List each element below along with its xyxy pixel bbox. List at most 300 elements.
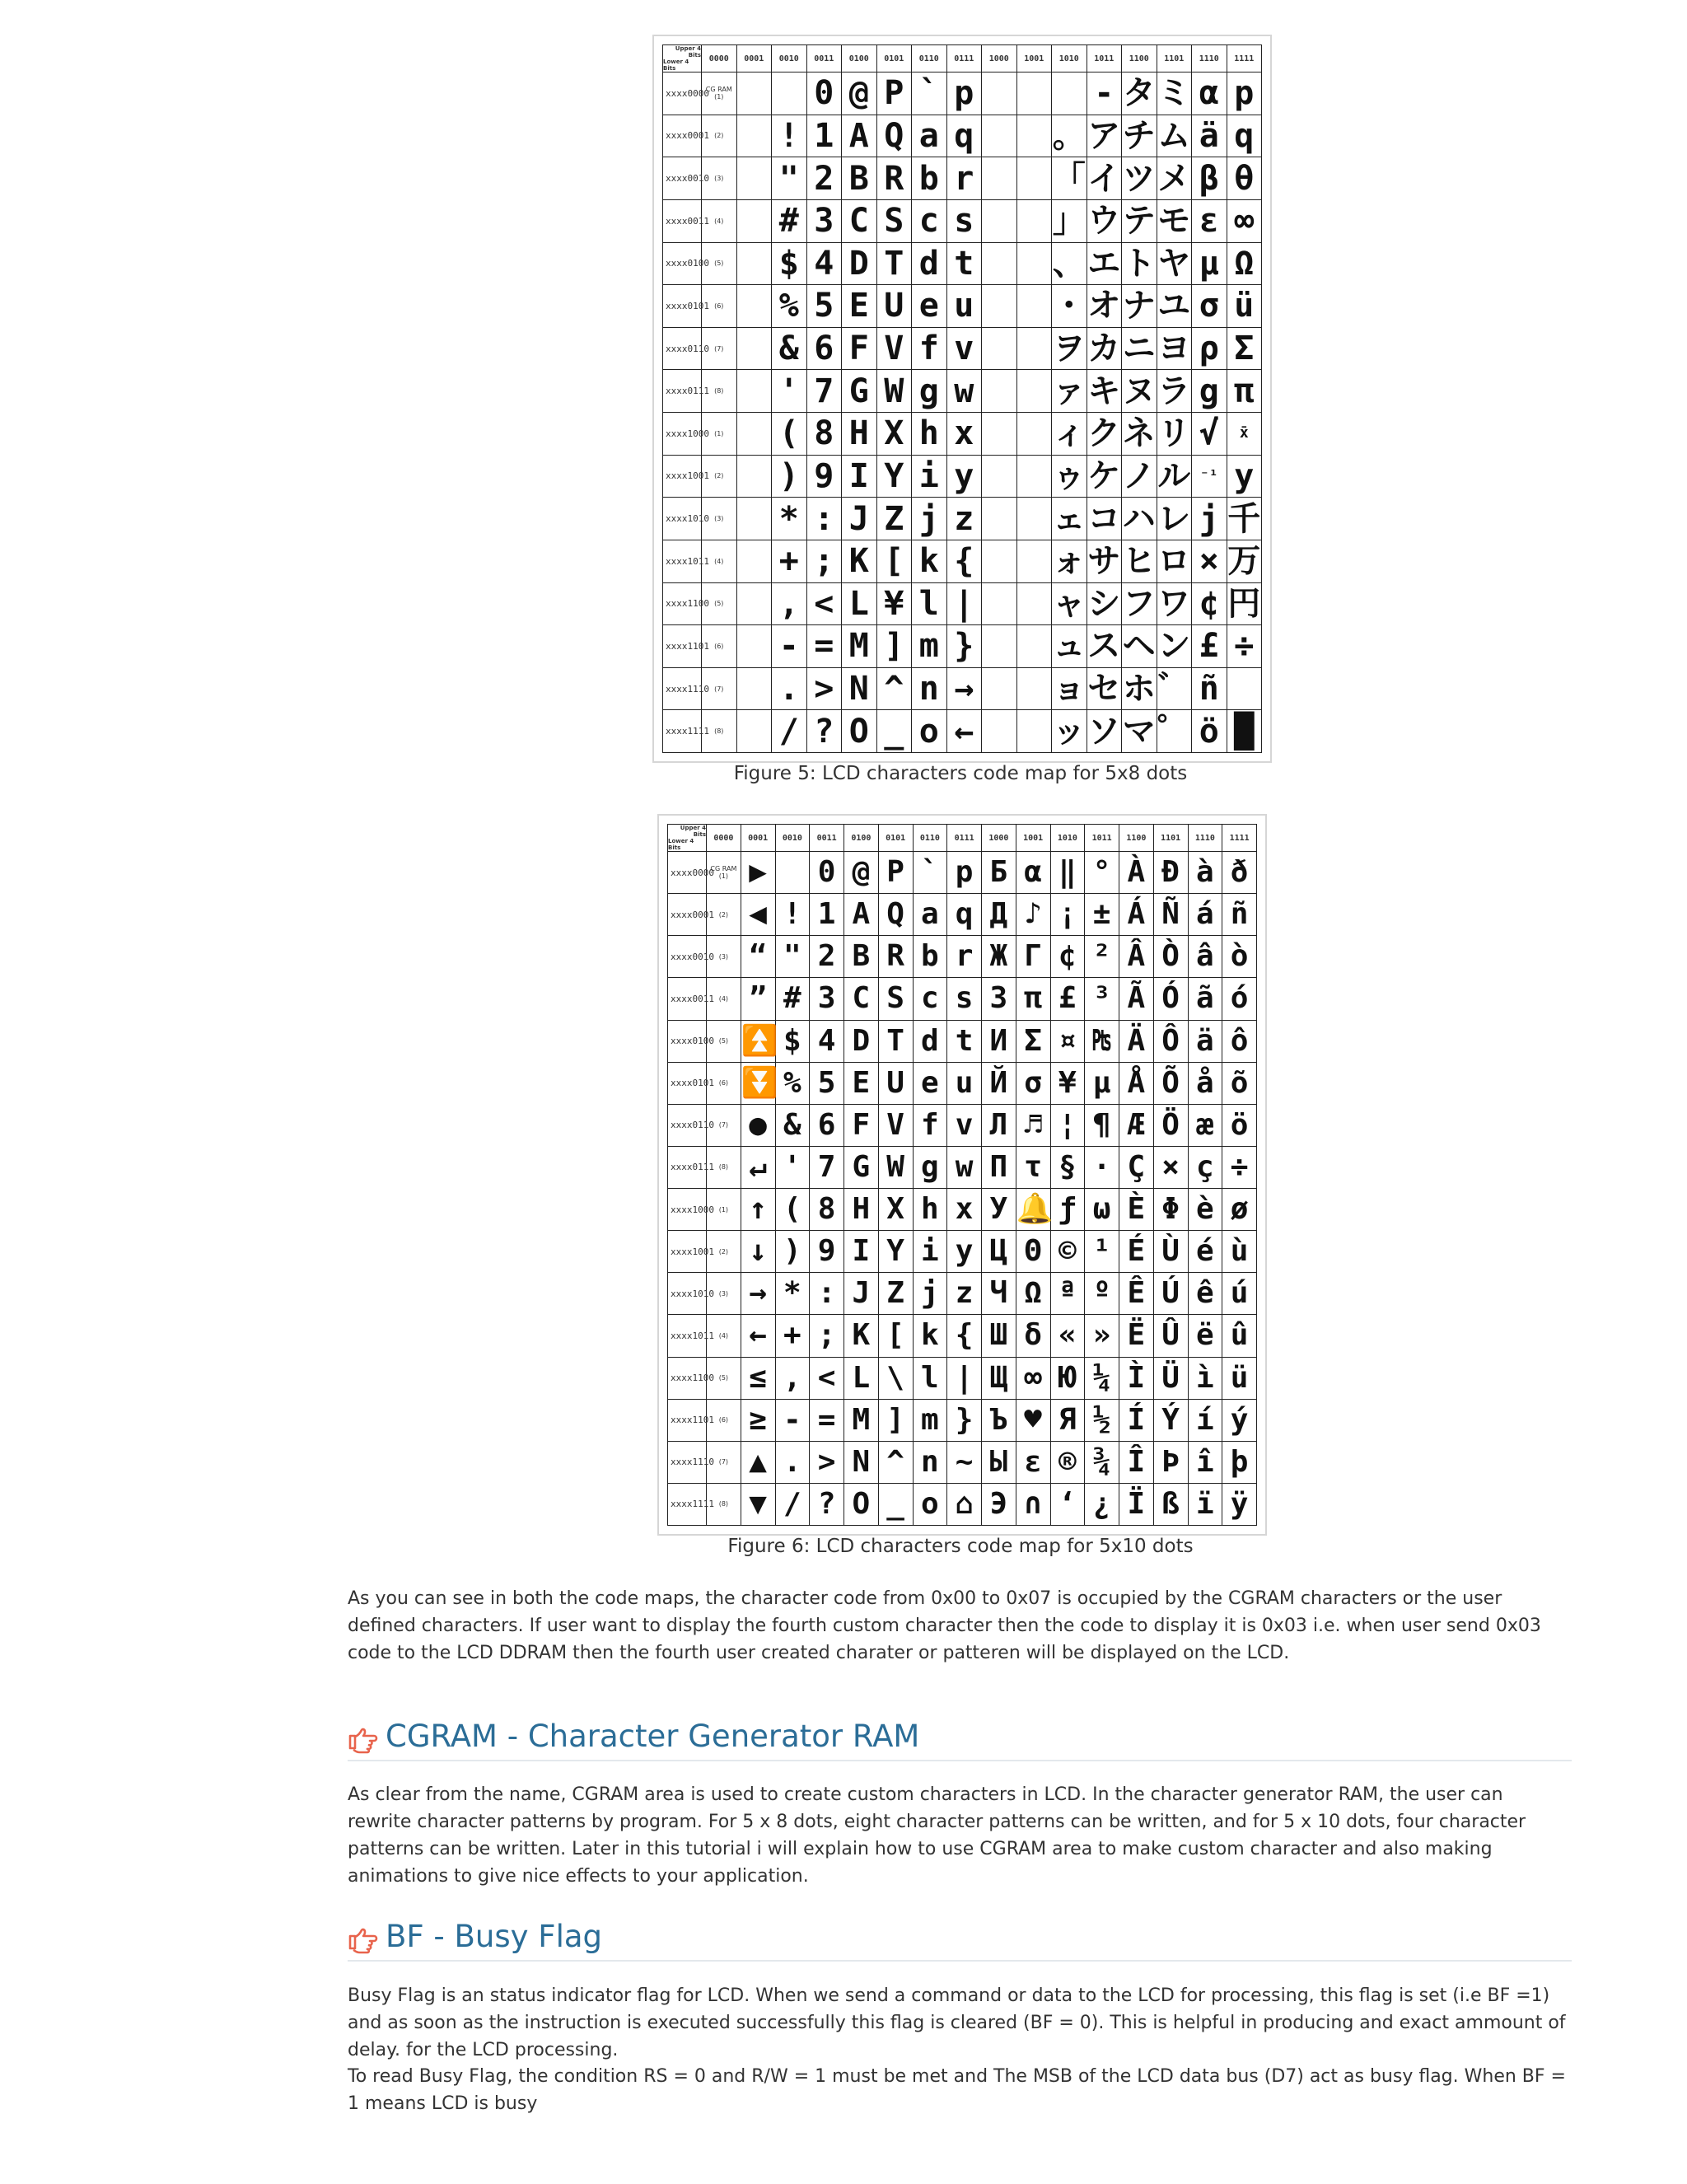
column-header: 1100 [1119, 825, 1154, 852]
character-cell [736, 413, 772, 456]
character-cell [1016, 157, 1052, 200]
character-cell [982, 667, 1017, 710]
table-row [663, 625, 1262, 668]
row-code-label: xxxx0100 [668, 1020, 707, 1062]
character-cell [1016, 242, 1052, 285]
character-cell: Σ [1016, 1020, 1050, 1062]
character-cell: Ω [1227, 242, 1262, 285]
table-row [668, 1146, 1257, 1188]
character-cell: É [1119, 1231, 1154, 1273]
cgram-index: CG RAM (1) [710, 865, 737, 881]
character-cell [982, 72, 1017, 115]
character-cell: õ [1222, 1062, 1257, 1104]
character-cell: ¦ [1050, 1104, 1085, 1146]
character-cell: 8 [806, 413, 842, 456]
character-cell [736, 285, 772, 328]
character-cell: j [913, 1273, 947, 1315]
character-cell: e [912, 285, 947, 328]
character-cell: σ [1016, 1062, 1050, 1104]
character-cell: å [1188, 1062, 1222, 1104]
character-cell: ° [1085, 852, 1119, 894]
table-row [668, 1020, 1257, 1062]
cgram-index: (1) [714, 429, 724, 437]
character-cell: x̄ [1227, 413, 1262, 456]
character-cell [1016, 667, 1052, 710]
character-cell: D [842, 242, 877, 285]
character-cell: Ý [1153, 1399, 1188, 1441]
character-cell: α [1192, 72, 1227, 115]
character-cell: イ [1087, 157, 1122, 200]
character-cell: æ [1188, 1104, 1222, 1146]
character-cell: μ [1192, 242, 1227, 285]
character-cell: c [912, 199, 947, 242]
character-cell: © [1050, 1231, 1085, 1273]
character-cell: z [947, 1273, 982, 1315]
character-cell [736, 327, 772, 370]
character-cell: ! [772, 115, 807, 157]
table-row [663, 710, 1262, 753]
character-cell: 4 [810, 1020, 844, 1062]
table-row [668, 1189, 1257, 1231]
character-cell: K [844, 1315, 879, 1357]
character-cell: 千 [1227, 498, 1262, 540]
character-cell: _ [878, 1483, 913, 1525]
character-cell: C [844, 978, 879, 1020]
character-cell: d [912, 242, 947, 285]
character-cell: ‘ [1050, 1483, 1085, 1525]
character-cell: h [912, 413, 947, 456]
table-row [663, 498, 1262, 540]
character-cell: 2 [810, 936, 844, 978]
character-cell: 、 [1052, 242, 1087, 285]
table-row [663, 285, 1262, 328]
character-cell: º [1085, 1273, 1119, 1315]
character-cell: Ñ [1153, 894, 1188, 936]
character-cell: β [1192, 157, 1227, 200]
character-cell: z [946, 498, 982, 540]
column-header: 0110 [913, 825, 947, 852]
character-cell: í [1188, 1399, 1222, 1441]
character-cell: Ò [1153, 936, 1188, 978]
cgram-index: (6) [718, 1416, 729, 1424]
character-cell: セ [1087, 667, 1122, 710]
character-cell [736, 455, 772, 498]
character-cell: Ã [1119, 978, 1154, 1020]
character-cell: « [1050, 1315, 1085, 1357]
row-code-label: xxxx1001 [663, 455, 702, 498]
character-cell: U [878, 1062, 913, 1104]
cgram-index: (5) [718, 1374, 729, 1382]
column-header: 0001 [741, 825, 775, 852]
cgram-index: (1) [718, 1205, 729, 1214]
character-cell [736, 625, 772, 668]
table-row [663, 242, 1262, 285]
character-cell: M [842, 625, 877, 668]
character-cell: ú [1222, 1273, 1257, 1315]
character-cell: G [844, 1146, 879, 1188]
character-cell: ² [1085, 936, 1119, 978]
table-row [663, 413, 1262, 456]
column-header: 0100 [842, 45, 877, 72]
character-cell: v [946, 327, 982, 370]
row-code-label: xxxx1011 [668, 1315, 707, 1357]
character-cell: ù [1222, 1231, 1257, 1273]
character-cell: 🔔 [1016, 1189, 1050, 1231]
character-cell [1016, 582, 1052, 625]
character-cell: . [772, 667, 807, 710]
character-cell: - [1087, 72, 1122, 115]
character-cell: % [775, 1062, 810, 1104]
character-cell: カ [1087, 327, 1122, 370]
character-cell: ä [1188, 1020, 1222, 1062]
character-cell: § [1050, 1146, 1085, 1188]
table-row [663, 540, 1262, 582]
hand-pointing-right-icon [348, 1723, 377, 1753]
character-cell: ^ [878, 1441, 913, 1483]
character-cell [772, 72, 807, 115]
character-cell [1016, 115, 1052, 157]
character-cell: À [1119, 852, 1154, 894]
character-cell: " [775, 936, 810, 978]
character-cell: [ [876, 540, 912, 582]
character-cell [1016, 413, 1052, 456]
character-cell: ワ [1157, 582, 1192, 625]
character-cell: £ [1192, 625, 1227, 668]
character-cell: ウ [1087, 199, 1122, 242]
character-cell: h [913, 1189, 947, 1231]
character-cell: Б [982, 852, 1016, 894]
character-cell: È [1119, 1189, 1154, 1231]
character-cell: ¼ [1085, 1357, 1119, 1399]
column-header: 1101 [1153, 825, 1188, 852]
character-cell: J [844, 1273, 879, 1315]
character-cell: σ [1192, 285, 1227, 328]
busy-flag-description: Busy Flag is an status indicator flag for LCD. When we send a command or data to the LCD for processing, this flag is set (i.e BF =1) and as soon as the instruction is executed successfully this flag is cleared (BF = 0). This is helpful in producing and exact ammount of delay. for the LCD processing. [348, 1985, 1566, 2060]
character-cell: 7 [806, 370, 842, 413]
character-cell: Z [878, 1273, 913, 1315]
character-cell: レ [1157, 498, 1192, 540]
column-header: 0001 [736, 45, 772, 72]
character-cell: ρ [1192, 327, 1227, 370]
row-code-label: xxxx0010 [668, 936, 707, 978]
table-row [668, 1483, 1257, 1525]
section-title: CGRAM - Character Generator RAM [386, 1719, 920, 1754]
character-cell: Й [982, 1062, 1016, 1104]
character-cell: y [946, 455, 982, 498]
character-cell: δ [1016, 1315, 1050, 1357]
column-header: 0110 [912, 45, 947, 72]
character-cell: Ш [982, 1315, 1016, 1357]
cgram-index: (7) [718, 1458, 729, 1466]
character-cell: { [946, 540, 982, 582]
character-cell: ó [1222, 978, 1257, 1020]
character-cell: y [947, 1231, 982, 1273]
character-cell: ü [1227, 285, 1262, 328]
character-cell: ) [775, 1231, 810, 1273]
table-row [668, 1399, 1257, 1441]
character-cell: З [982, 978, 1016, 1020]
table-row [663, 455, 1262, 498]
character-cell: ; [806, 540, 842, 582]
character-cell: ] [878, 1399, 913, 1441]
character-cell: $ [772, 242, 807, 285]
character-cell: Ъ [982, 1399, 1016, 1441]
character-cell: 9 [810, 1231, 844, 1273]
character-cell: ⁻¹ [1192, 455, 1227, 498]
character-cell: τ [1016, 1146, 1050, 1188]
character-cell: W [876, 370, 912, 413]
character-cell: ¿ [1085, 1483, 1119, 1525]
character-cell: ス [1087, 625, 1122, 668]
character-cell: ? [806, 710, 842, 753]
character-cell: > [806, 667, 842, 710]
row-code-label: xxxx1110 [668, 1441, 707, 1483]
cgram-index: (7) [718, 1121, 729, 1129]
row-code-label: xxxx1111 [668, 1483, 707, 1525]
character-cell: O [844, 1483, 879, 1525]
character-cell: n [912, 667, 947, 710]
character-cell: ヤ [1157, 242, 1192, 285]
code-map-table-5x10 [667, 824, 1257, 1526]
column-header: 1000 [982, 45, 1017, 72]
cgram-index: (5) [714, 260, 724, 268]
cgram-index: (4) [714, 217, 724, 225]
character-cell: N [842, 667, 877, 710]
character-cell: Æ [1119, 1104, 1154, 1146]
character-cell: H [842, 413, 877, 456]
column-header: 1100 [1122, 45, 1157, 72]
character-cell: # [775, 978, 810, 1020]
character-cell: E [844, 1062, 879, 1104]
character-cell: # [772, 199, 807, 242]
character-cell: Л [982, 1104, 1016, 1146]
character-cell: Ó [1153, 978, 1188, 1020]
table-row [663, 582, 1262, 625]
character-cell: Þ [1153, 1441, 1188, 1483]
cgram-index: (3) [714, 515, 724, 523]
cgram-index: (5) [718, 1037, 729, 1045]
character-cell: k [912, 540, 947, 582]
character-cell: α [1016, 852, 1050, 894]
character-cell: ω [1085, 1189, 1119, 1231]
character-cell: ⏬ [741, 1062, 775, 1104]
character-cell: ・ [1052, 285, 1087, 328]
character-cell: У [982, 1189, 1016, 1231]
character-cell: ン [1157, 625, 1192, 668]
character-cell: ( [775, 1189, 810, 1231]
character-cell [736, 370, 772, 413]
character-cell: ョ [1052, 667, 1087, 710]
character-cell: µ [1085, 1062, 1119, 1104]
table-row [668, 1315, 1257, 1357]
character-cell [736, 115, 772, 157]
character-cell: ↓ [741, 1231, 775, 1273]
character-cell: á [1188, 894, 1222, 936]
character-cell: 3 [806, 199, 842, 242]
character-cell: ナ [1122, 285, 1157, 328]
character-cell: → [741, 1273, 775, 1315]
row-code-label: xxxx1111 [663, 710, 702, 753]
character-cell: C [842, 199, 877, 242]
row-code-label: xxxx1100 [668, 1357, 707, 1399]
character-cell: ≥ [741, 1399, 775, 1441]
table-row [668, 978, 1257, 1020]
busy-flag-read-condition: To read Busy Flag, the condition RS = 0 and R/W = 1 must be met and The MSB of the LCD data bus (D7) act as busy flag. When BF = 1 means LCD is busy [348, 2066, 1566, 2114]
character-cell: チ [1122, 115, 1157, 157]
character-cell: Ц [982, 1231, 1016, 1273]
character-cell: [ [878, 1315, 913, 1357]
column-header: 0011 [806, 45, 842, 72]
character-cell: Ж [982, 936, 1016, 978]
character-cell: ô [1222, 1020, 1257, 1062]
character-cell: → [946, 667, 982, 710]
character-cell: 5 [810, 1062, 844, 1104]
character-cell: g [912, 370, 947, 413]
character-cell: ~ [947, 1441, 982, 1483]
character-cell [1016, 625, 1052, 668]
table-row [663, 199, 1262, 242]
character-cell: - [775, 1399, 810, 1441]
character-cell: ヨ [1157, 327, 1192, 370]
character-cell [982, 242, 1017, 285]
character-cell: 0 [806, 72, 842, 115]
character-cell: , [772, 582, 807, 625]
character-cell: Φ [1153, 1189, 1188, 1231]
character-cell: 7 [810, 1146, 844, 1188]
character-cell: W [878, 1146, 913, 1188]
character-cell [1016, 540, 1052, 582]
character-cell: F [842, 327, 877, 370]
character-cell: S [876, 199, 912, 242]
character-cell: i [913, 1231, 947, 1273]
character-cell: オ [1087, 285, 1122, 328]
character-cell: ƒ [1050, 1189, 1085, 1231]
character-cell: \ [878, 1357, 913, 1399]
character-cell: P [876, 72, 912, 115]
character-cell: 0 [810, 852, 844, 894]
character-cell: Q [876, 115, 912, 157]
column-header: 0011 [810, 825, 844, 852]
cgram-index: (4) [718, 994, 729, 1003]
character-cell: w [946, 370, 982, 413]
character-cell: ¥ [876, 582, 912, 625]
row-code-label: xxxx0110 [663, 327, 702, 370]
character-cell: ® [1050, 1441, 1085, 1483]
character-cell: 3 [810, 978, 844, 1020]
character-cell: ? [810, 1483, 844, 1525]
column-header: 0000 [707, 825, 741, 852]
character-cell: - [772, 625, 807, 668]
character-cell: ォ [1052, 540, 1087, 582]
character-cell: 「 [1052, 157, 1087, 200]
character-cell [1016, 327, 1052, 370]
cgram-index: (5) [714, 600, 724, 608]
row-code-label: xxxx0000 [663, 72, 702, 115]
character-cell: ¢ [1192, 582, 1227, 625]
row-code-label: xxxx0110 [668, 1104, 707, 1146]
lower-bits-label: Lower 4 Bits [668, 838, 694, 851]
character-cell: ' [772, 370, 807, 413]
table-row [663, 327, 1262, 370]
character-cell: ェ [1052, 498, 1087, 540]
character-cell: ö [1192, 710, 1227, 753]
character-cell: ァ [1052, 370, 1087, 413]
character-cell: ♥ [1016, 1399, 1050, 1441]
section-heading-cgram [348, 1715, 1572, 1761]
character-cell: ë [1188, 1315, 1222, 1357]
character-cell: n [913, 1441, 947, 1483]
character-cell: q [947, 894, 982, 936]
character-cell: Θ [1016, 1231, 1050, 1273]
row-code-label: xxxx0111 [663, 370, 702, 413]
character-cell: ▶ [741, 852, 775, 894]
character-cell: + [775, 1315, 810, 1357]
character-cell: v [947, 1104, 982, 1146]
character-cell: 5 [806, 285, 842, 328]
character-cell: V [878, 1104, 913, 1146]
character-cell [982, 455, 1017, 498]
character-cell: û [1222, 1315, 1257, 1357]
character-cell: * [772, 498, 807, 540]
character-cell: 6 [810, 1104, 844, 1146]
character-cell: Ë [1119, 1315, 1154, 1357]
character-cell: j [1192, 498, 1227, 540]
character-cell: メ [1157, 157, 1192, 200]
character-cell [982, 710, 1017, 753]
character-cell: E [842, 285, 877, 328]
character-cell: Ê [1119, 1273, 1154, 1315]
column-header: 0101 [876, 45, 912, 72]
row-code-label: xxxx0100 [663, 242, 702, 285]
character-cell: G [842, 370, 877, 413]
character-cell: ¤ [1050, 1020, 1085, 1062]
character-cell: ; [810, 1315, 844, 1357]
character-cell [1016, 199, 1052, 242]
character-cell: ッ [1052, 710, 1087, 753]
character-cell: L [842, 582, 877, 625]
character-cell: Y [878, 1231, 913, 1273]
character-cell: & [775, 1104, 810, 1146]
cgram-index: (2) [718, 910, 729, 919]
character-cell: a [913, 894, 947, 936]
row-code-label: xxxx0010 [663, 157, 702, 200]
corner-header [663, 45, 702, 72]
row-code-label: xxxx1000 [663, 413, 702, 456]
figure-6-caption: Figure 6: LCD characters code map for 5x10 dots [727, 1536, 1194, 1557]
character-cell: 円 [1227, 582, 1262, 625]
character-cell: < [806, 582, 842, 625]
character-cell: / [772, 710, 807, 753]
character-cell: j [912, 498, 947, 540]
character-cell: , [775, 1357, 810, 1399]
character-cell: x [947, 1189, 982, 1231]
character-cell: ト [1122, 242, 1157, 285]
character-cell: @ [844, 852, 879, 894]
row-code-label: xxxx1010 [668, 1273, 707, 1315]
cgram-index: (3) [718, 1289, 729, 1298]
column-header: 1011 [1087, 45, 1122, 72]
character-cell: ネ [1122, 413, 1157, 456]
character-cell: þ [1222, 1441, 1257, 1483]
character-cell: ヌ [1122, 370, 1157, 413]
character-cell [1016, 285, 1052, 328]
character-cell [775, 852, 810, 894]
section-title: BF - Busy Flag [386, 1919, 603, 1954]
character-cell: V [876, 327, 912, 370]
character-cell [1016, 72, 1052, 115]
character-cell: ñ [1222, 894, 1257, 936]
character-cell: " [772, 157, 807, 200]
